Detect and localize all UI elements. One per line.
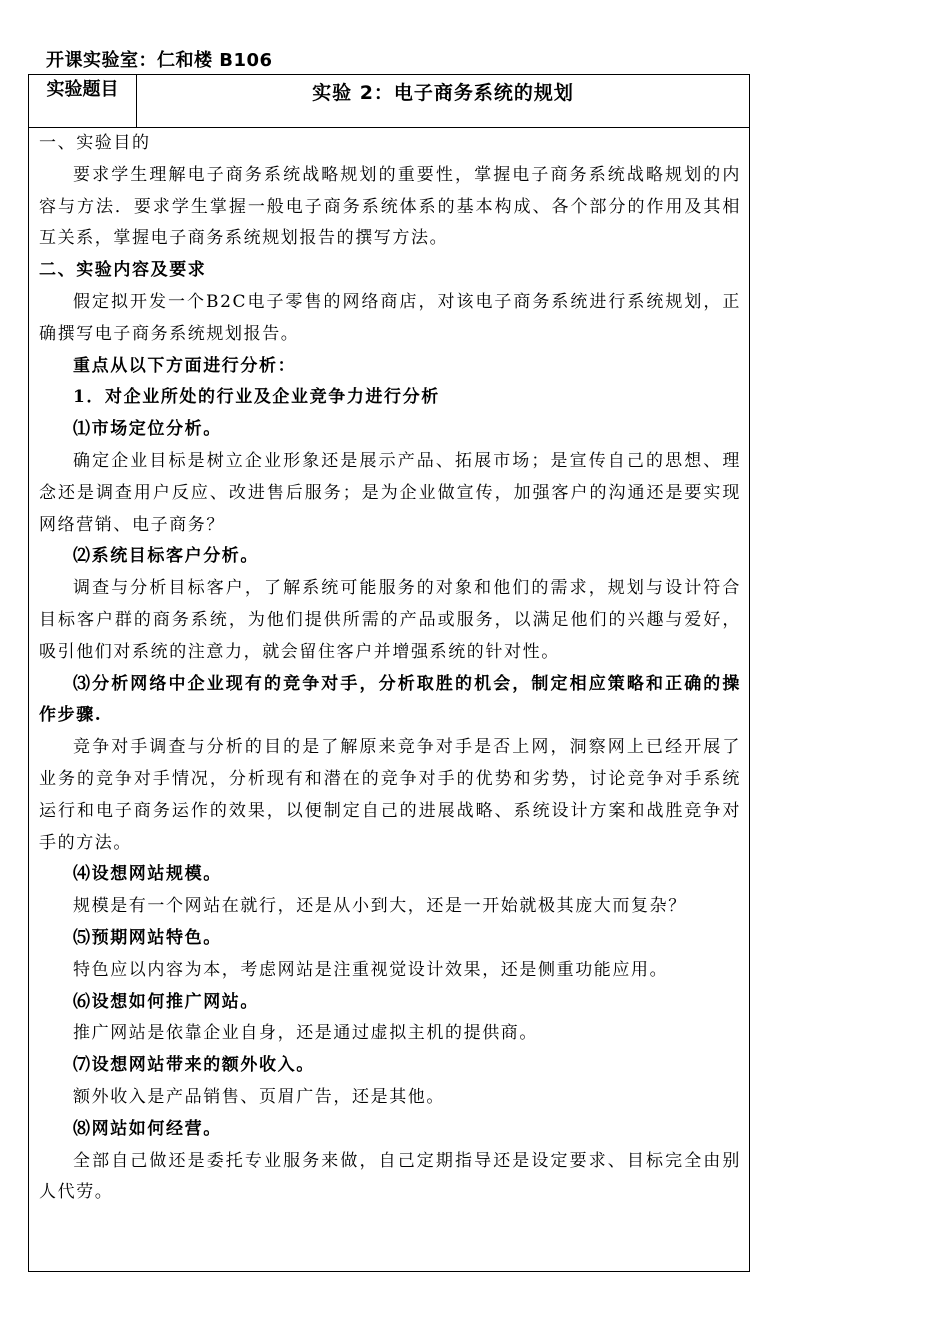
item-5-body: 特色应以内容为本，考虑网站是注重视觉设计效果，还是侧重功能应用。 (73, 959, 669, 980)
item-5-title: ⑸预期网站特色。 (73, 927, 222, 948)
title-row (29, 75, 749, 128)
point-1-heading: 1．对企业所处的行业及企业竞争力进行分析 (73, 387, 440, 408)
purpose-paragraph: 要求学生理解电子商务系统战略规划的重要性，掌握电子商务系统战略规划的内容与方法．要求学生掌握一般电子商务系统体系的基本构成、各个部分的作用及其相互关系，掌握电子商务系统规划报告的撰写方法。 (39, 164, 741, 249)
item-2-body: 调查与分析目标客户，了解系统可能服务的对象和他们的需求，规划与设计符合目标客户群的商务系统，为他们提供所需的产品或服务，以满足他们的兴趣与爱好，吸引他们对系统的注意力，就会留住客户并增强系统的针对性。 (39, 578, 741, 662)
item-3-body: 竞争对手调查与分析的目的是了解原来竞争对手是否上网，洞察网上已经开展了业务的竞争对手情况，分析现有和潜在的竞争对手的优势和劣势，讨论竞争对手系统运行和电子商务运作的效果，以便制定自己的进展战略、系统设计方案和战胜竞争对手的方法。 (39, 737, 741, 853)
section-heading-requirements: 二、实验内容及要求 (39, 260, 207, 281)
item-4-body: 规模是有一个网站在就行，还是从小到大，还是一开始就极其庞大而复杂？ (73, 896, 687, 917)
item-8-body: 全部自己做还是委托专业服务来做，自己定期指导还是设定要求、目标完全由别人代劳。 (39, 1150, 741, 1203)
title-label: 实验题目 (29, 75, 137, 127)
item-6-title: ⑹设想如何推广网站。 (73, 991, 259, 1012)
item-1-body: 确定企业目标是树立企业形象还是展示产品、拓展市场；是宣传自己的思想、理念还是调查用户反应、改进售后服务；是为企业做宣传，加强客户的沟通还是要实现网络营销、电子商务？ (39, 450, 741, 535)
item-3-title: ⑶分析网络中企业现有的竞争对手，分析取胜的机会，制定相应策略和正确的操作步骤. (39, 673, 741, 726)
focus-line: 重点从以下方面进行分析： (73, 355, 297, 376)
item-7-body: 额外收入是产品销售、页眉广告，还是其他。 (73, 1086, 445, 1107)
item-1-title: ⑴市场定位分析。 (73, 419, 222, 440)
item-8-title: ⑻网站如何经营。 (73, 1118, 222, 1139)
lab-room-header: 开课实验室：仁和楼 B106 (46, 50, 273, 71)
item-4-title: ⑷设想网站规模。 (73, 864, 222, 885)
requirements-paragraph: 假定拟开发一个B2C电子零售的网络商店，对该电子商务系统进行系统规划，正确撰写电子商务系统规划报告。 (39, 291, 741, 344)
experiment-table (28, 74, 750, 1272)
item-2-title: ⑵系统目标客户分析。 (73, 546, 259, 567)
experiment-title: 实验 2：电子商务系统的规划 (312, 82, 574, 104)
item-7-title: ⑺设想网站带来的额外收入。 (73, 1055, 315, 1076)
item-6-body: 推广网站是依靠企业自身，还是通过虚拟主机的提供商。 (73, 1023, 538, 1044)
experiment-content (29, 128, 749, 1209)
section-heading-purpose: 一、实验目的 (39, 133, 151, 153)
